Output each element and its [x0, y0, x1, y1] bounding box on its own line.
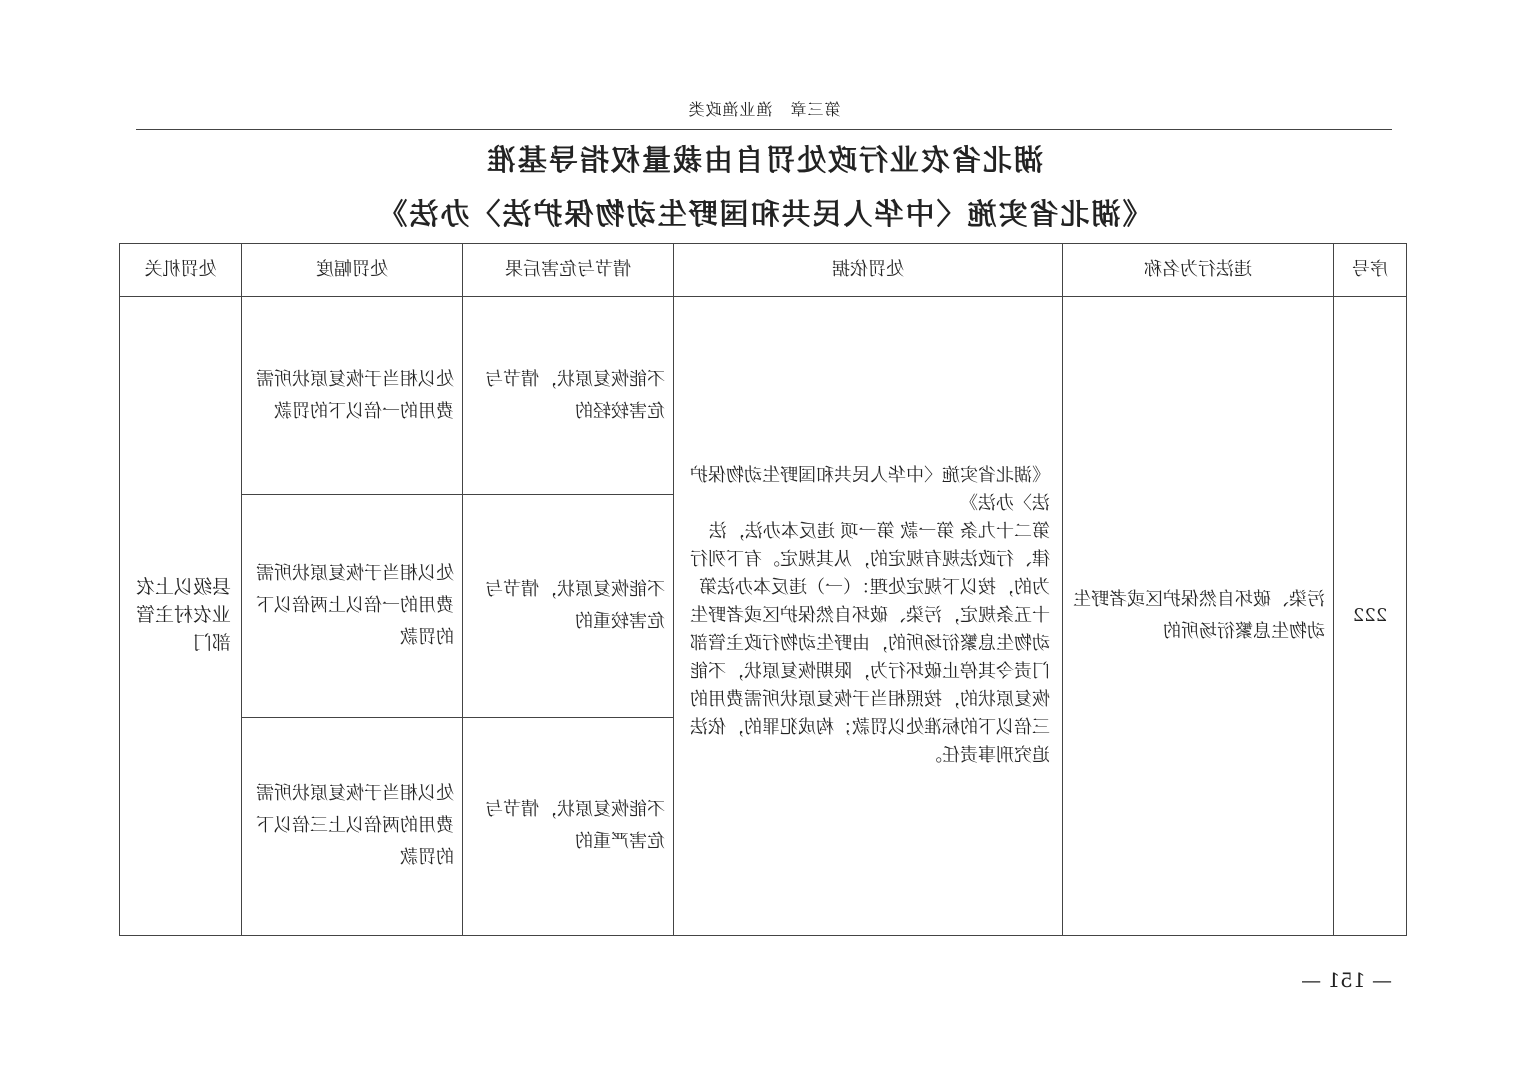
column-header-basis: 处罚依据 [674, 244, 1063, 297]
column-header-range: 处罚幅度 [242, 244, 463, 297]
authority-value: 县级以上农业农村主管部门 [135, 575, 231, 654]
cell-violation [1063, 297, 1334, 936]
cell-authority [120, 297, 242, 936]
regulation-title: 《湖北省实施〈中华人民共和国野生动物保护法〉办法》 [376, 197, 1152, 231]
violation-value: 污染、破坏自然保护区或者野生动物生息繁衍场所的 [1073, 589, 1325, 642]
basis-value: 《湖北省实施〈中华人民共和国野生动物保护法〉办法》 第二十九条 第一款 第一项 违反本办法，法律、行政法规有规定的，从其规定。有下列行为的，按以下规定处理：（一）违反本办法第十五条规定，污染、破坏自然保护区或者野生动物生息繁衍场所的，由野生动物行政主管部门责令其停止破坏行为，限期恢复原状，不能恢复原状的，按照相当于恢复原状所需费用的三倍以下的标准处以罚款；构成犯罪的，依法追究刑事责任。 [690, 465, 1050, 766]
range-value: 处以相当于恢复原状所需费用的一倍以上两倍以下的罚款 [256, 562, 454, 648]
cell-basis [674, 297, 1063, 936]
column-header-violation: 违法行为名称 [1063, 244, 1334, 297]
column-header-authority: 处罚机关 [120, 244, 242, 297]
cell-circumstance-2 [463, 495, 674, 717]
circumstance-value: 不能恢复原状，情节与危害严重的 [485, 799, 665, 853]
page-number: — 151 — [1301, 968, 1392, 992]
column-header-circumstance: 情节与危害后果 [463, 244, 674, 297]
range-value: 处以相当于恢复原状所需费用的两倍以上三倍以下的罚款 [256, 783, 454, 869]
cell-circumstance-1 [463, 297, 674, 495]
chapter-header: 第三章 渔业渔政类 [687, 100, 841, 119]
table-header-row [120, 244, 1407, 297]
cell-range-2 [242, 495, 463, 717]
range-value: 处以相当于恢复原状所需费用的一倍以下的罚款 [256, 368, 454, 422]
cell-range-3 [242, 717, 463, 935]
table-row [120, 297, 1407, 495]
header-rule [136, 129, 1392, 130]
column-header-seq: 序号 [1334, 244, 1407, 297]
document-title: 湖北省农业行政处罚自由裁量权指导基准 [485, 143, 1044, 177]
cell-seq [1334, 297, 1407, 936]
circumstance-value: 不能恢复原状，情节与危害较轻的 [485, 368, 665, 422]
cell-circumstance-3 [463, 717, 674, 935]
penalty-table [119, 243, 1407, 936]
seq-value: 222 [1352, 605, 1388, 626]
circumstance-value: 不能恢复原状，情节与危害较重的 [485, 578, 665, 632]
cell-range-1 [242, 297, 463, 495]
